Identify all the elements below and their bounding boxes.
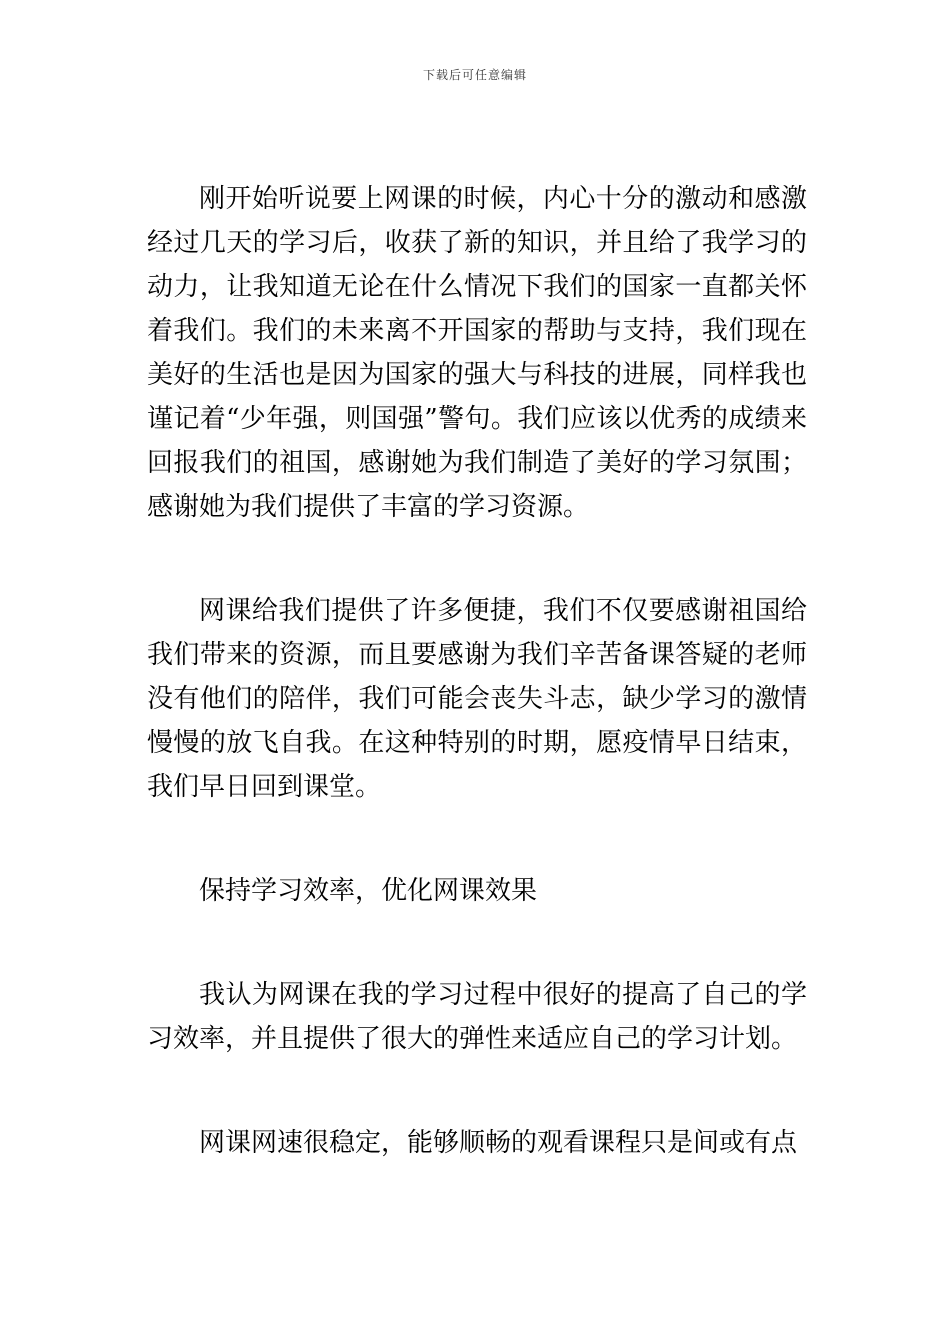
section-heading: 保持学习效率，优化网课效果 — [199, 876, 538, 906]
paragraph-5: 网课网速很稳定，能够顺畅的观看课程只是间或有点 — [199, 1128, 798, 1158]
paragraph-2: 网课给我们提供了许多便捷，我们不仅要感谢祖国给我们带来的资源，而且要感谢为我们辛苦备课答疑的老师没有他们的陪伴，我们可能会丧失斗志，缺少学习的激情慢慢的放飞自我。在这种特别的时期，愿疫情早日结束，我们早日回到课堂。 — [147, 596, 807, 802]
document-body — [147, 177, 807, 1165]
paragraph-1: 刚开始听说要上网课的时候，内心十分的激动和感激经过几天的学习后，收获了新的知识，并且给了我学习的动力，让我知道无论在什么情况下我们的国家一直都关怀着我们。我们的未来离不开国家的帮助与支持，我们现在美好的生活也是因为国家的强大与科技的进展，同样我也谨记着“少年强，则国强”警句。我们应该以优秀的成绩来回报我们的祖国，感谢她为我们制造了美好的学习氛围；感谢她为我们提供了丰富的学习资源。 — [147, 184, 807, 522]
paragraph-4: 我认为网课在我的学习过程中很好的提高了自己的学习效率，并且提供了很大的弹性来适应自己的学习计划。 — [147, 980, 807, 1054]
page-header: 下载后可任意编辑 — [422, 68, 527, 82]
